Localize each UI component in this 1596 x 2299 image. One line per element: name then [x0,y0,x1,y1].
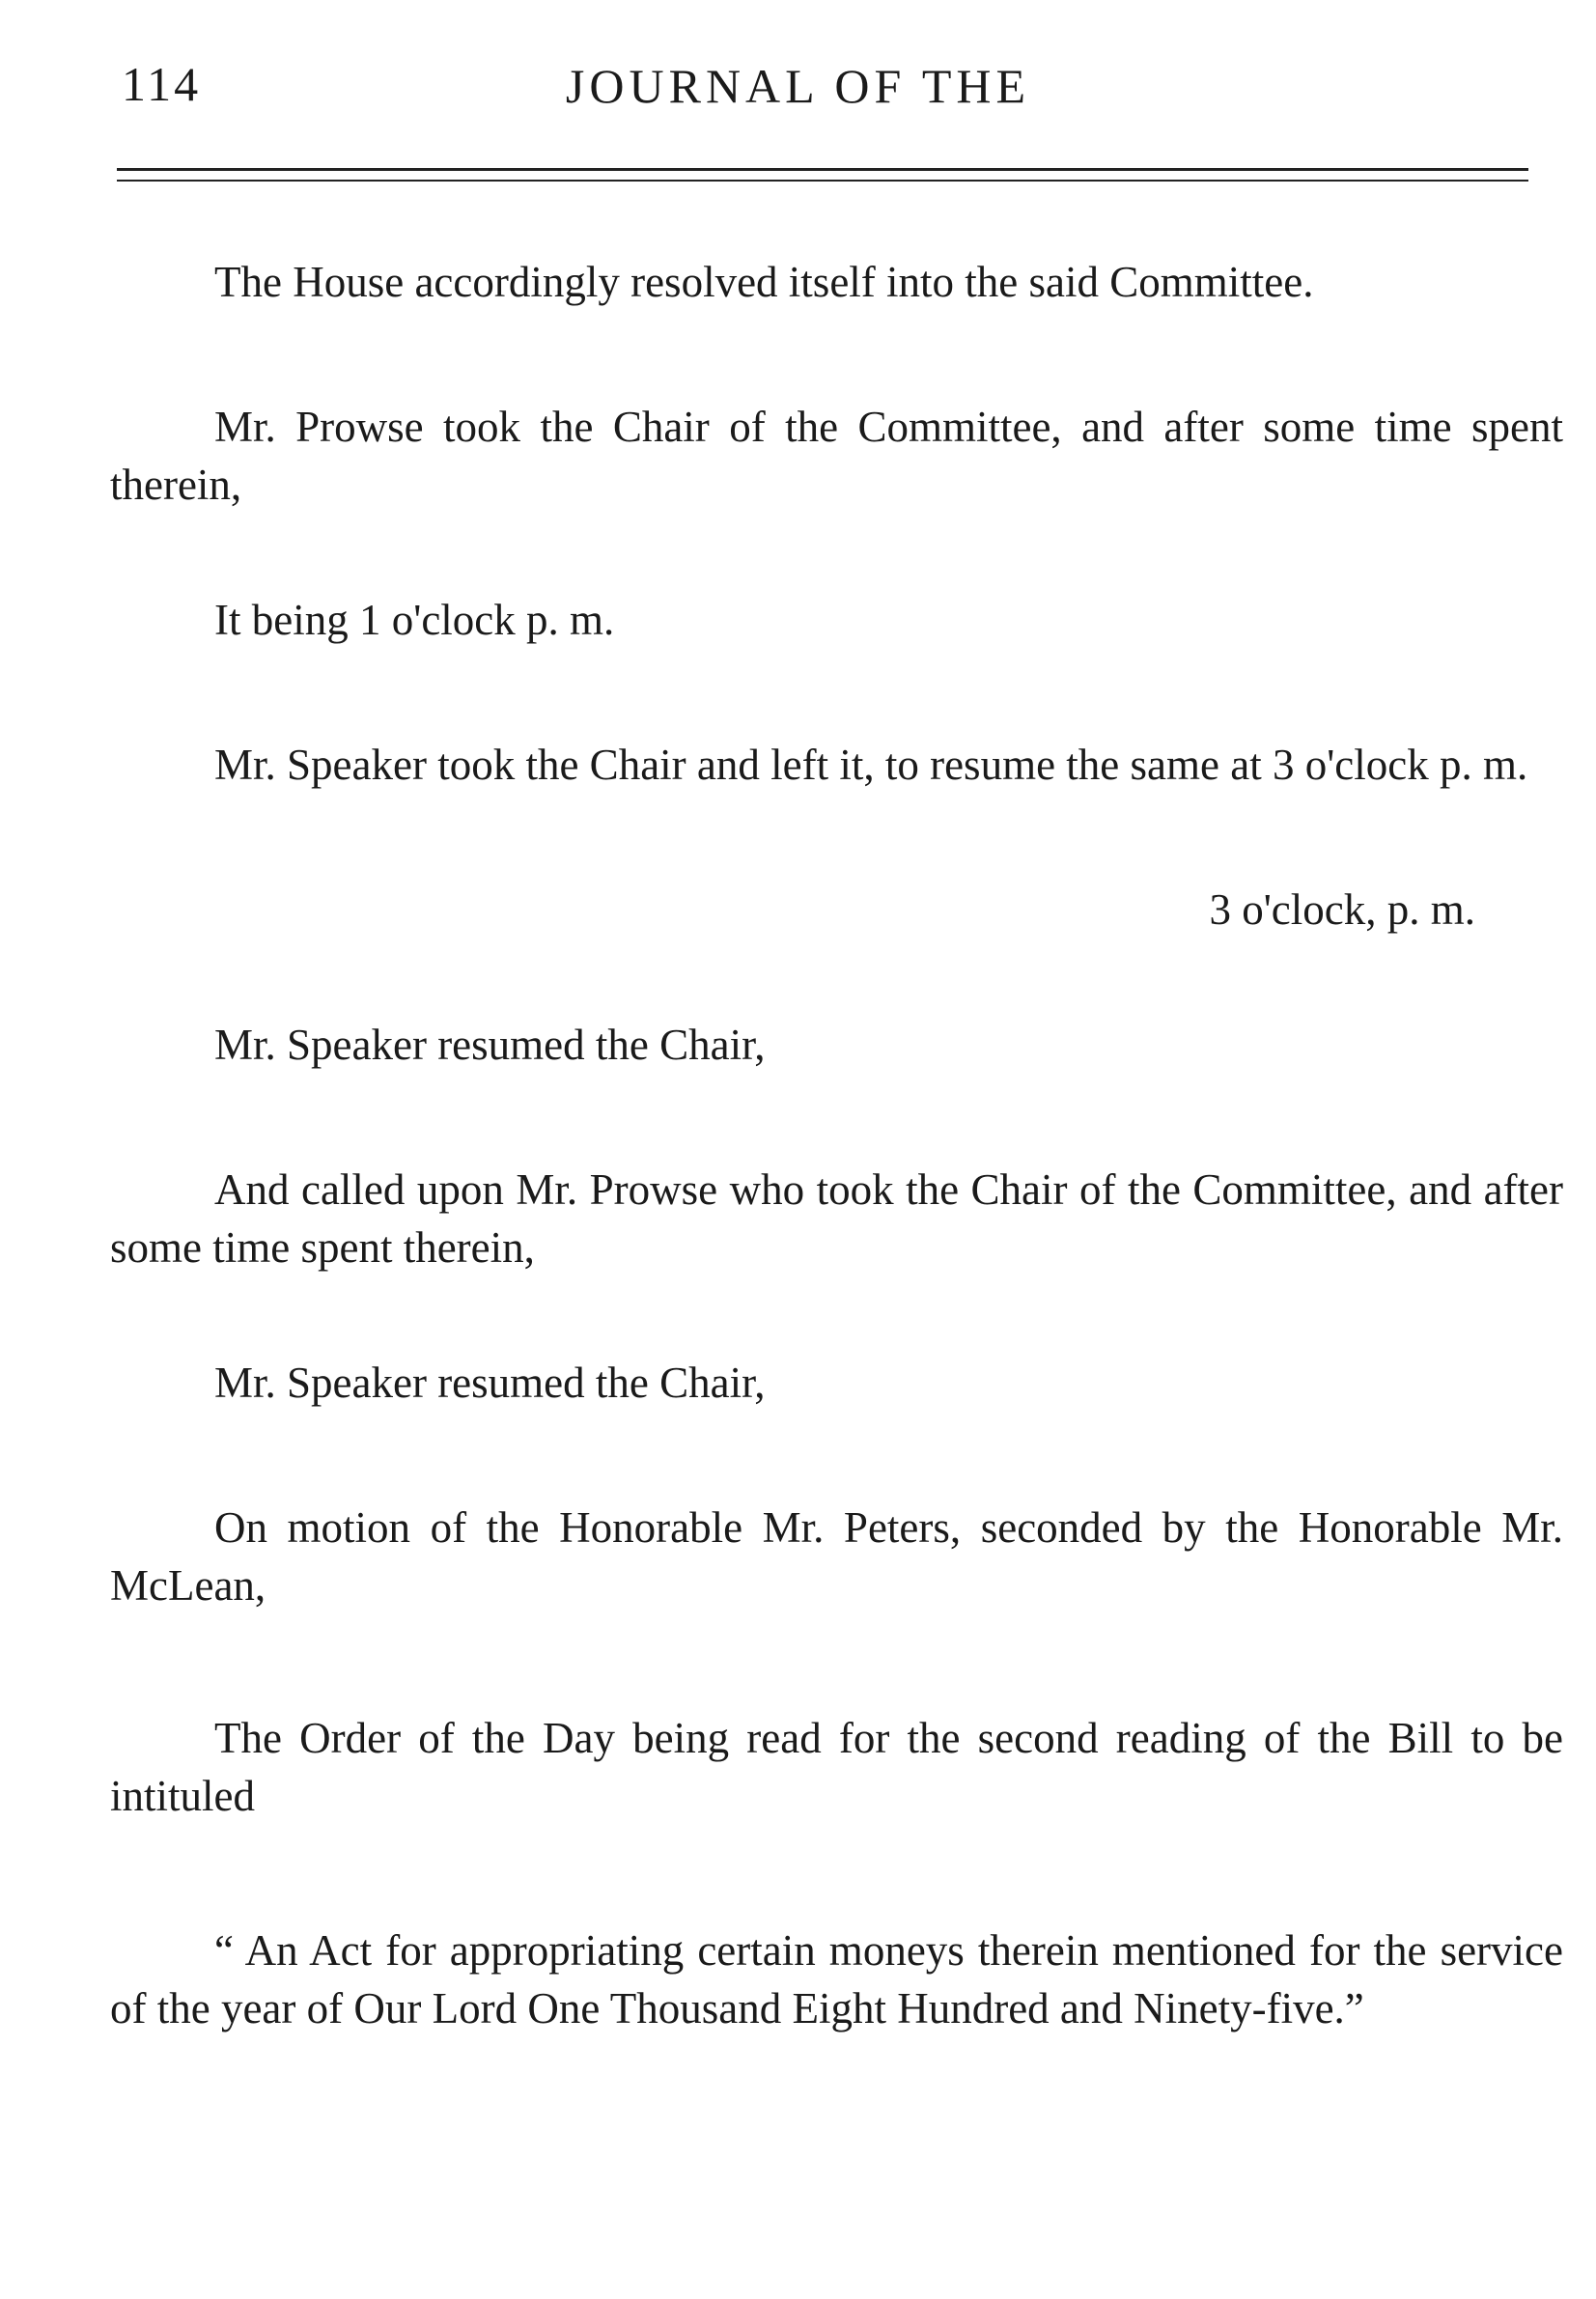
time-marker: 3 o'clock, p. m. [1209,885,1475,934]
paragraph-act-title: “ An Act for appropriating certain moneys therein mentioned for the service of the year of Our Lord One Thousand Eight Hundred and Ninety-five.” [110,1926,1563,2033]
page-header [0,56,1596,124]
paragraph-speaker-resumed-2: Mr. Speaker resumed the Chair, [214,1359,766,1407]
paragraph-house-resolved: The House accordingly resolved itself into the said Committee. [214,258,1314,306]
paragraph-speaker-left: Mr. Speaker took the Chair and left it, to resume the same at 3 o'clock p. m. [214,741,1528,789]
paragraph-prowse-chair: Mr. Prowse took the Chair of the Committee, and after some time spent therein, [110,403,1563,509]
running-head: JOURNAL OF THE [565,59,1031,113]
paragraph-called-upon: And called upon Mr. Prowse who took the Chair of the Committee, and after some time spent therein, [110,1165,1563,1272]
paragraph-speaker-resumed-1: Mr. Speaker resumed the Chair, [214,1021,766,1069]
paragraph-motion: On motion of the Honorable Mr. Peters, seconded by the Honorable Mr. McLean, [110,1503,1563,1610]
header-rule-bottom [117,180,1528,182]
header-rule-top [117,168,1528,171]
page-number: 114 [122,57,202,111]
paragraph-order-of-day: The Order of the Day being read for the second reading of the Bill to be intituled [110,1714,1563,1820]
paragraph-one-oclock: It being 1 o'clock p. m. [214,596,615,644]
